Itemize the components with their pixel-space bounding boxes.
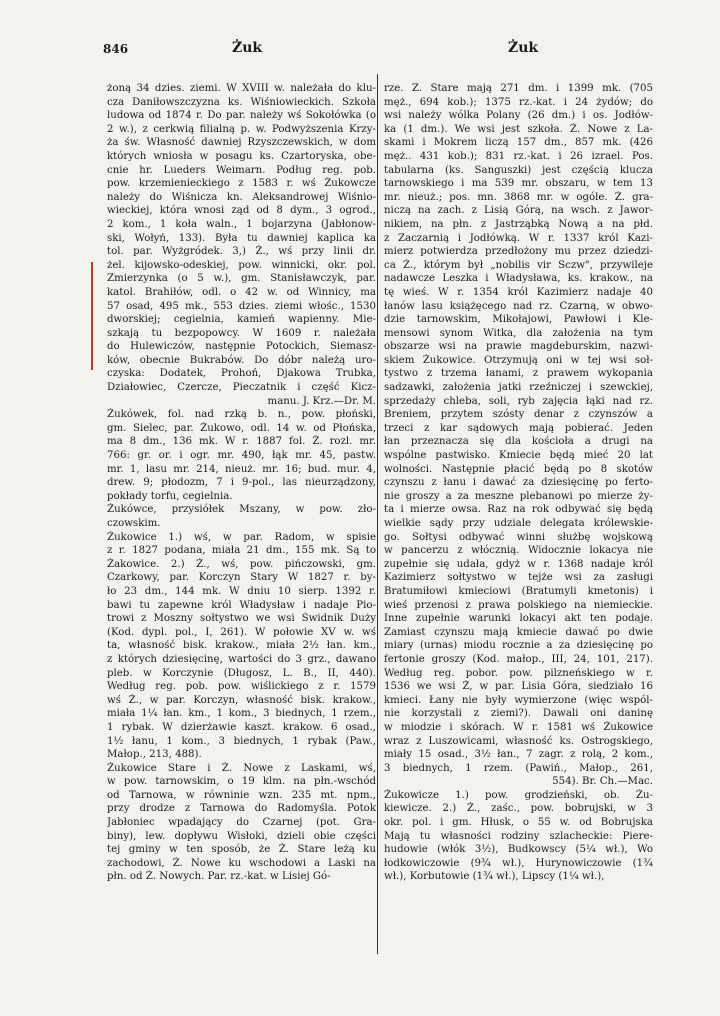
text-line: tej gminy w ten sposób, że Ż. Stare leżą ku xyxy=(107,844,376,856)
text-line: drew. 9; płodozm, 7 i 9-pol., las nieurządzony, xyxy=(107,477,376,489)
text-line: Zamiast czynszu mają kmiecie dawać po dwie xyxy=(384,626,653,638)
text-line: w pancerzu z włócznią. Widocznie lokacya nie xyxy=(384,545,653,557)
page-number: 846 xyxy=(103,42,129,56)
text-line: Żukowicze 1.) pow. grodzieński, ob. Żu- xyxy=(384,789,653,801)
text-line: cza Daniłowszczyzna ks. Wiśniowieckich. Szkoła xyxy=(107,96,376,108)
text-line: okr. pol. i gm. Hłusk, o 55 w. od Bobrujska xyxy=(384,817,653,829)
text-line: wieś przenosi z prawa polskiego na niemieckie. xyxy=(384,599,653,611)
text-line: kmieci. Łany nie były wymierzone (więc wspól- xyxy=(384,694,653,706)
text-line: tystwo z trzema łanami, z prawem wykopania xyxy=(384,368,653,380)
text-line: żel. kijowsko-odeskiej, pow. winnicki, okr. pol. xyxy=(107,259,376,271)
text-line: wspólne pastwisko. Kmiecie będą mieć 20 lat xyxy=(384,450,653,462)
text-line: Jabłoniec wpadający do Czarnej (pot. Gra- xyxy=(107,817,376,829)
text-line: męż.. 431 kob.); 831 rz.-kat. i 26 izrael. Pos. xyxy=(384,150,653,162)
text-line: Mają tu własności rodziny szlacheckie: Piere- xyxy=(384,830,653,842)
text-line: Małop., 213, 488). xyxy=(107,749,202,761)
text-line: 1 rybak. W dzierżawie kaszt. krakow. 6 osad., xyxy=(107,721,376,733)
text-line: dzie tarnowskim, Mikołajowi, Pawłowi i Kle- xyxy=(384,314,653,326)
text-line: Żakowice. 2.) Ż., wś, pow. pińczowski, gm. xyxy=(107,558,376,570)
text-line: miała 1¼ łan. km., 1 kom., 3 biednych, 1 rzem., xyxy=(107,708,376,720)
text-column-left xyxy=(107,82,376,884)
text-line: obszarze wsi na prawie magdeburskim, nazwi- xyxy=(384,341,653,353)
text-line: szkają tu bezpopowcy. W 1609 r. należała xyxy=(107,327,376,339)
text-line: mr. 1, lasu mr. 214, nieuż. mr. 16; bud. mur. 4, xyxy=(107,463,376,475)
text-column-right xyxy=(384,82,653,884)
text-line: Działowiec, Czercze, Pieczatnik i część Kicz- xyxy=(107,382,376,394)
text-line: tol. par. Wyżgródek. 3,) Ż., wś przy linii dr. xyxy=(107,246,376,258)
text-line: pow. krzemienieckiego z 1583 r. wś Żukowcze xyxy=(107,178,376,190)
text-line: ża św. Własność dawniej Rzyszczewskich, w dom xyxy=(107,137,376,149)
text-line: należy do Wiśnicza kn. Aleksandrowej Wiśnio- xyxy=(107,191,376,203)
text-line: tabularna (ks. Sanguszki) jest częścią klucza xyxy=(384,164,653,176)
text-line: Zmierzynka (o 5 w.), gm. Stanisławczyk, par. xyxy=(107,273,376,285)
running-head-left: Żuk xyxy=(232,40,263,56)
text-line: Żukówek, fol. nad rzką b. n., pow. płoński, xyxy=(107,409,376,421)
text-line: Breniem, przytem szósty denar z czynszów a xyxy=(384,409,653,421)
text-line: manu. J. Krz.—Dr. M. xyxy=(267,395,376,407)
text-line: w miodzie i skórach. W r. 1581 wś Żukowice xyxy=(384,721,653,733)
text-line: z Zaczarnią i Jodłówką. W r. 1337 król Kazi- xyxy=(384,232,653,244)
text-line: łanów lasu książęcego nad rz. Czarną, w obwo- xyxy=(384,300,653,312)
text-line: biny), lew. dopływu Wisłoki, dzieli obie części xyxy=(107,830,376,842)
text-line: nadawcze Leszka i Władysława, ks. krakow., na xyxy=(384,273,653,285)
text-line: Według reg. pobor. pow. pilzneńskiego w r. xyxy=(384,667,653,679)
text-line: sprzedaży chleba, soli, ryb zajęcia łąki nad rz. xyxy=(384,395,653,407)
text-line: z których dziesięcinę, wartości do 3 grz., dawano xyxy=(107,653,376,665)
text-line: 766: gr. or. i ogr. mr. 490, łąk mr. 45, pastw. xyxy=(107,450,376,462)
text-line: hudowie (włók 3½), Budkowscy (5¼ wł.), Wo xyxy=(384,844,653,856)
text-line: ło 23 dm., 144 mk. W dniu 10 sierp. 1392 r. xyxy=(107,585,376,597)
text-line: trzeci z kar sądowych mają pobierać. Jeden xyxy=(384,422,653,434)
text-line: nikiem, na płn. z Jastrząbką Nową a na płd. xyxy=(384,218,653,230)
text-line: Żukowice 1.) wś, w par. Radom, w spisie xyxy=(107,531,376,543)
text-line: ma 8 dm., 136 mk. W r. 1887 fol. Ż. rozl. mr. xyxy=(107,436,376,448)
text-line: zupełnie się udała, gdyż w r. 1368 nadaje król xyxy=(384,558,653,570)
text-line: cnie hr. Lueders Weimarn. Podług reg. pob. xyxy=(107,164,376,176)
text-line: wraz z Luszowicami, własność ks. Ostrogskiego, xyxy=(384,735,653,747)
text-line: sadzawki, założenia jatki rzeźniczej i szewckiej, xyxy=(384,382,653,394)
text-line: tarnowskiego i ma 539 mr. obszaru, w tem 13 xyxy=(384,178,653,190)
text-line: trowi z Moszny sołtystwo we wsi Świdnik Duży xyxy=(107,613,376,625)
text-line: 2 w.), z cerkwią filialną p. w. Podwyższenia Krzy- xyxy=(107,123,376,135)
text-line: czowskim. xyxy=(107,518,161,529)
text-line: pleb. w Korczynie (Długosz, L. B., II, 440). xyxy=(107,667,376,679)
text-line: go. Sołtysi odbywać winni służbę wojskową xyxy=(384,531,653,543)
text-line: Żukowice Stare i Ż. Nowe z Laskami, wś, xyxy=(107,762,376,774)
text-line: bawi tu zapewne król Władysław i nadaje Pio- xyxy=(107,599,376,611)
text-line: czyska: Dodatek, Prohoń, Djakowa Trubka, xyxy=(107,368,376,380)
text-line: 57 osad, 495 mk., 553 dzies. ziemi włośc., 1530 xyxy=(107,300,376,312)
text-line: wielkie sądy przy udziale delegata królewskie- xyxy=(384,518,653,529)
text-line: dworskiej; cegielnia, kamień wapienny. Mie- xyxy=(107,314,376,326)
text-line: gm. Sielec, par. Żukowo, odl. 14 w. od Płońska, xyxy=(107,422,376,434)
text-line: fertonie groszy (Kod. małop., III, 24, 101, 217). xyxy=(384,653,653,665)
text-line: katol. Brahiłów, odl. o 42 w. od Winnicy, ma xyxy=(107,286,376,298)
text-line: ka (1 dm.). We wsi jest szkoła. Ż. Nowe z La- xyxy=(384,123,653,135)
text-line: (Kod. dypl. pol., I, 261). W połowie XV w. wś xyxy=(107,626,376,638)
text-line: od Tarnowa, w równinie wzn. 235 mt. npm., xyxy=(107,789,376,801)
text-line: żoną 34 dzies. ziemi. W XVIII w. należała do klu- xyxy=(107,83,376,94)
text-line: ta i mierze owsa. Raz na rok odbywać się będą xyxy=(384,504,653,516)
text-line: mensowi synom Witka, dla założenia na tym xyxy=(384,327,653,339)
text-line: skami i Mokrem liczą 157 dm., 857 mk. (426 xyxy=(384,137,653,149)
text-line: przy drodze z Tarnowa do Radomyśla. Potok xyxy=(107,803,376,815)
text-line: rze. Z. Stare mają 271 dm. i 1399 mk. (705 xyxy=(384,83,653,94)
text-line: Bratumiłowi kmieciowi (Bratumyli kmetonis) i xyxy=(384,585,653,597)
text-line: w pow. tarnowskim, o 19 klm. na płn.-wschód xyxy=(107,776,376,788)
text-line: których wniosła w posagu ks. Czartoryska, obe- xyxy=(107,150,376,162)
text-line: ludowa od 1874 r. Do par. należy wś Sokołówka (o xyxy=(107,110,376,122)
text-line: kiewicze. 2.) Ż., zaśc., pow. bobrujski, w 3 xyxy=(384,803,653,815)
text-line: wsi należy wólka Polany (26 dm.) i os. Jodłów- xyxy=(384,110,653,122)
text-line: 1½ łanu, 1 kom., 3 biednych, 1 rybak (Paw., xyxy=(107,735,376,747)
text-line: wieckiej, która wnosi ząd od 8 dym., 3 ogrod., xyxy=(107,205,376,217)
text-line: miary (urnas) miodu rocznie a za dziesięcinę po xyxy=(384,640,653,652)
text-line: zachodowi, Ż. Nowe ku wschodowi a Laski na xyxy=(107,857,376,869)
text-line: płn. od Ż. Nowych. Par. rz.-kat. w Lisiej Gó- xyxy=(107,871,331,883)
text-line: 2 kom., 1 koła waln., 1 bojarzyna (Jabłonow- xyxy=(107,218,376,230)
margin-mark xyxy=(91,262,93,370)
text-line: skiem Żukowice. Otrzymują oni w tej wsi soł- xyxy=(384,354,653,366)
text-line: wolności. Następnie płacić będą po 8 skotów xyxy=(384,463,653,475)
text-line: pokłady torfu, cegielnia. xyxy=(107,490,233,502)
text-line: wł.), Korbutowie (1¾ wł.), Lipscy (1¼ wł.), xyxy=(384,871,605,883)
column-divider xyxy=(377,74,378,954)
text-line: łan przeznacza się dla kościoła a drugi na xyxy=(384,436,653,448)
text-line: Kazimierz sołtystwo w tejże wsi za zasługi xyxy=(384,572,653,584)
text-line: Czarkowy, par. Korczyn Stary W 1827 r. by- xyxy=(107,572,376,584)
text-line: ski, Wołyń, 133). Była tu dawniej kaplica ka xyxy=(107,232,376,244)
text-line: do Hulewiczów, następnie Potockich, Siemasz- xyxy=(107,341,376,353)
text-line: męż., 694 kob.); 1375 rz.-kat. i 24 żydów; do xyxy=(384,96,653,108)
text-line: mr. nieuż.; pos. mn. 3868 mr. w ogóle. Ż. gra- xyxy=(384,191,653,203)
text-line: tę wieś. W r. 1354 król Kazimierz nadaje 40 xyxy=(384,286,653,298)
text-line: z r. 1827 podana, miała 21 dm., 155 mk. Są to xyxy=(107,545,376,557)
text-line: miały 15 osad., 3½ łan., 7 zagr. z rolą, 2 kom., xyxy=(384,749,653,761)
text-line: niczą na zach. z Lisią Górą, na wsch. z Jawor- xyxy=(384,205,653,217)
text-line: ca Ż., którym był „nobilis vir Sczw", przywileje xyxy=(384,259,653,271)
text-line: 554). Br. Ch.—Mac. xyxy=(552,776,653,788)
text-line: czynszu z łanu i dawać za dziesięcinę po ferto- xyxy=(384,477,653,489)
text-line: mierz potwierdza przedłożony mu przez dziedzi- xyxy=(384,246,653,258)
text-line: wś Ż., w par. Korczyn, własność bisk. krakow., xyxy=(107,694,376,706)
text-line: nie korzystali z ziemi?). Dawali oni daninę xyxy=(384,708,653,720)
text-line: nie groszy a za meszne plebanowi po mierze ży- xyxy=(384,490,653,502)
text-line: Według reg. pob. pow. wiślickiego z r. 1579 xyxy=(107,681,376,693)
text-line: łodkowiczowie (9¾ wł.), Hurynowiczowie (1¾ xyxy=(384,857,653,869)
text-line: 1536 we wsi Ż, w par. Lisia Góra, siedziało 16 xyxy=(384,681,653,693)
running-head-right: Żuk xyxy=(508,40,539,56)
text-line: ta, własność bisk. krakow., miała 2½ łan. km., xyxy=(107,640,376,652)
text-line: Inne zupełnie warunki lokacyi akt ten podaje. xyxy=(384,613,653,625)
text-line: Żukówce, przysiółek Mszany, w pow. zło- xyxy=(107,504,376,516)
text-line: ków, obecnie Bukrabów. Do dóbr należą uro- xyxy=(107,354,376,366)
text-line: 3 biednych, 1 rzem. (Pawiń., Małop., 261, xyxy=(384,762,653,774)
